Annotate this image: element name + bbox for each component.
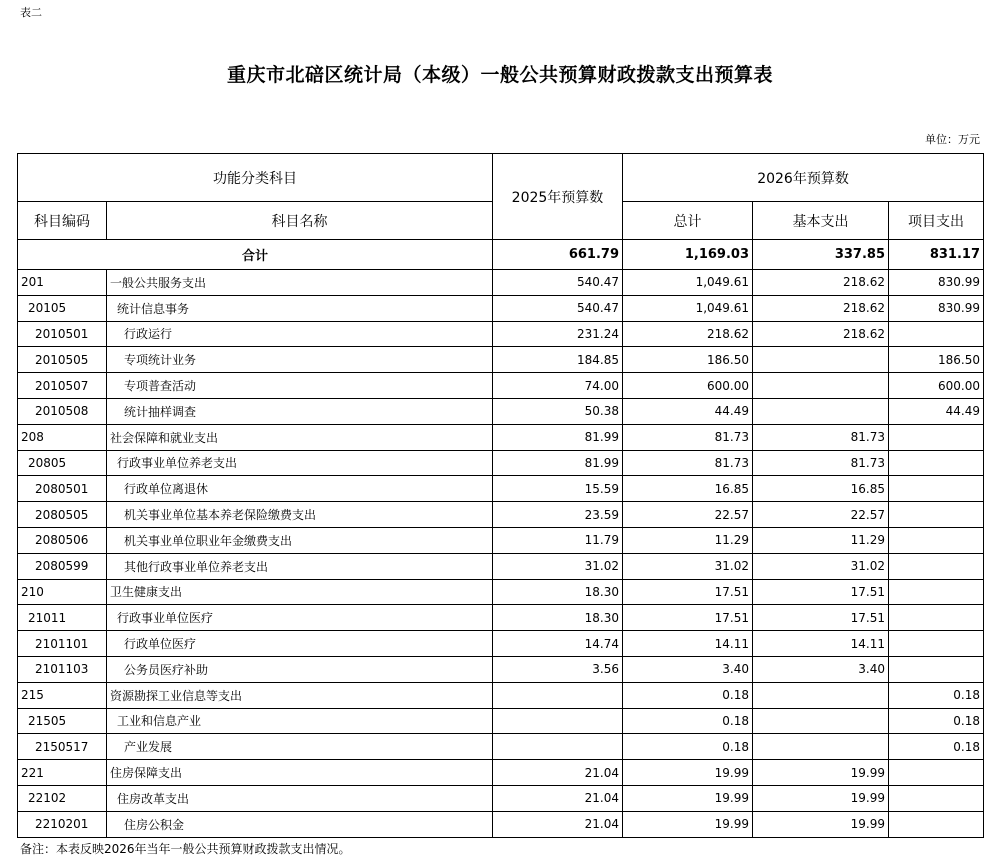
cell-b2025: 18.30 [493, 605, 623, 631]
header-project: 项目支出 [889, 202, 984, 240]
cell-b2025 [493, 682, 623, 708]
header-code: 科目编码 [18, 202, 107, 240]
cell-code: 2080501 [18, 476, 107, 502]
cell-name: 住房改革支出 [107, 785, 493, 811]
cell-basic: 17.51 [753, 579, 889, 605]
cell-total: 17.51 [623, 579, 753, 605]
cell-b2025: 23.59 [493, 502, 623, 528]
cell-code: 2101103 [18, 656, 107, 682]
table-row [18, 605, 984, 631]
cell-b2025: 74.00 [493, 373, 623, 399]
table-row [18, 347, 984, 373]
cell-name: 行政事业单位养老支出 [107, 450, 493, 476]
cell-total: 1,049.61 [623, 270, 753, 296]
cell-project: 600.00 [889, 373, 984, 399]
cell-basic: 19.99 [753, 811, 889, 837]
cell-code: 221 [18, 760, 107, 786]
table-row [18, 527, 984, 553]
total-row [18, 240, 984, 270]
cell-project [889, 579, 984, 605]
cell-basic: 218.62 [753, 295, 889, 321]
table-row [18, 295, 984, 321]
cell-total: 16.85 [623, 476, 753, 502]
cell-basic: 218.62 [753, 270, 889, 296]
cell-basic: 22.57 [753, 502, 889, 528]
cell-total: 31.02 [623, 553, 753, 579]
cell-name: 工业和信息产业 [107, 708, 493, 734]
cell-b2025: 3.56 [493, 656, 623, 682]
cell-basic: 3.40 [753, 656, 889, 682]
cell-project [889, 605, 984, 631]
total-b2025: 661.79 [493, 240, 623, 270]
cell-project [889, 553, 984, 579]
cell-project [889, 631, 984, 657]
cell-total: 81.73 [623, 450, 753, 476]
cell-project: 830.99 [889, 295, 984, 321]
cell-b2025: 11.79 [493, 527, 623, 553]
cell-b2025: 50.38 [493, 398, 623, 424]
cell-project: 830.99 [889, 270, 984, 296]
cell-total: 186.50 [623, 347, 753, 373]
cell-code: 2010501 [18, 321, 107, 347]
cell-total: 0.18 [623, 682, 753, 708]
cell-name: 统计信息事务 [107, 295, 493, 321]
cell-b2025: 540.47 [493, 270, 623, 296]
cell-total: 22.57 [623, 502, 753, 528]
table-row [18, 321, 984, 347]
cell-code: 2150517 [18, 734, 107, 760]
cell-total: 81.73 [623, 424, 753, 450]
cell-code: 20105 [18, 295, 107, 321]
cell-project [889, 321, 984, 347]
cell-name: 资源勘探工业信息等支出 [107, 682, 493, 708]
header-budget-2025: 2025年预算数 [493, 154, 623, 240]
cell-basic: 11.29 [753, 527, 889, 553]
table-row [18, 476, 984, 502]
cell-code: 208 [18, 424, 107, 450]
cell-name: 卫生健康支出 [107, 579, 493, 605]
cell-name: 机关事业单位职业年金缴费支出 [107, 527, 493, 553]
unit-label: 单位：万元 [925, 133, 980, 146]
cell-code: 2080505 [18, 502, 107, 528]
cell-name: 住房公积金 [107, 811, 493, 837]
cell-basic: 19.99 [753, 760, 889, 786]
cell-name: 社会保障和就业支出 [107, 424, 493, 450]
cell-basic [753, 708, 889, 734]
cell-name: 住房保障支出 [107, 760, 493, 786]
cell-basic: 19.99 [753, 785, 889, 811]
cell-total: 19.99 [623, 785, 753, 811]
cell-project [889, 760, 984, 786]
cell-project: 0.18 [889, 708, 984, 734]
cell-b2025: 21.04 [493, 811, 623, 837]
budget-table [17, 153, 984, 838]
total-label: 合计 [18, 240, 493, 270]
cell-total: 600.00 [623, 373, 753, 399]
cell-name: 行政事业单位医疗 [107, 605, 493, 631]
cell-name: 行政运行 [107, 321, 493, 347]
cell-code: 215 [18, 682, 107, 708]
cell-basic: 16.85 [753, 476, 889, 502]
cell-project [889, 527, 984, 553]
table-row [18, 424, 984, 450]
table-row [18, 656, 984, 682]
cell-project: 44.49 [889, 398, 984, 424]
cell-total: 218.62 [623, 321, 753, 347]
cell-total: 44.49 [623, 398, 753, 424]
cell-code: 201 [18, 270, 107, 296]
cell-name: 机关事业单位基本养老保险缴费支出 [107, 502, 493, 528]
cell-basic: 17.51 [753, 605, 889, 631]
table-row [18, 450, 984, 476]
cell-code: 2080599 [18, 553, 107, 579]
cell-b2025: 21.04 [493, 785, 623, 811]
cell-b2025: 81.99 [493, 450, 623, 476]
header-name: 科目名称 [107, 202, 493, 240]
table-row [18, 708, 984, 734]
table-row [18, 579, 984, 605]
cell-b2025: 21.04 [493, 760, 623, 786]
cell-project [889, 785, 984, 811]
header-budget-2026: 2026年预算数 [623, 154, 984, 202]
cell-code: 20805 [18, 450, 107, 476]
cell-project: 0.18 [889, 682, 984, 708]
cell-basic: 81.73 [753, 424, 889, 450]
cell-b2025 [493, 708, 623, 734]
cell-b2025: 540.47 [493, 295, 623, 321]
cell-name: 行政单位医疗 [107, 631, 493, 657]
cell-project [889, 502, 984, 528]
table-row [18, 682, 984, 708]
cell-b2025: 18.30 [493, 579, 623, 605]
page-title: 重庆市北碚区统计局（本级）一般公共预算财政拨款支出预算表 [226, 64, 773, 86]
cell-code: 21505 [18, 708, 107, 734]
footnote: 备注：本表反映2026年当年一般公共预算财政拨款支出情况。 [20, 842, 351, 856]
cell-code: 2010507 [18, 373, 107, 399]
cell-total: 3.40 [623, 656, 753, 682]
table-row [18, 373, 984, 399]
cell-name: 其他行政事业单位养老支出 [107, 553, 493, 579]
total-basic: 337.85 [753, 240, 889, 270]
cell-project [889, 450, 984, 476]
cell-project: 186.50 [889, 347, 984, 373]
cell-code: 210 [18, 579, 107, 605]
cell-project: 0.18 [889, 734, 984, 760]
cell-total: 0.18 [623, 734, 753, 760]
cell-basic: 218.62 [753, 321, 889, 347]
table-row [18, 811, 984, 837]
cell-total: 17.51 [623, 605, 753, 631]
cell-total: 19.99 [623, 811, 753, 837]
header-total: 总计 [623, 202, 753, 240]
cell-project [889, 424, 984, 450]
cell-basic [753, 347, 889, 373]
table-row [18, 502, 984, 528]
cell-name: 一般公共服务支出 [107, 270, 493, 296]
cell-total: 14.11 [623, 631, 753, 657]
table-row [18, 734, 984, 760]
header-func-class: 功能分类科目 [18, 154, 493, 202]
cell-b2025: 15.59 [493, 476, 623, 502]
cell-code: 21011 [18, 605, 107, 631]
cell-basic [753, 734, 889, 760]
cell-name: 产业发展 [107, 734, 493, 760]
table-row [18, 631, 984, 657]
cell-basic [753, 682, 889, 708]
cell-project [889, 656, 984, 682]
total-total: 1,169.03 [623, 240, 753, 270]
cell-basic [753, 373, 889, 399]
cell-total: 0.18 [623, 708, 753, 734]
cell-name: 专项普查活动 [107, 373, 493, 399]
table-tag: 表二 [20, 6, 42, 19]
cell-b2025: 31.02 [493, 553, 623, 579]
cell-b2025: 184.85 [493, 347, 623, 373]
cell-code: 2010505 [18, 347, 107, 373]
table-row [18, 760, 984, 786]
cell-project [889, 811, 984, 837]
cell-basic [753, 398, 889, 424]
header-basic: 基本支出 [753, 202, 889, 240]
table-row [18, 553, 984, 579]
cell-name: 专项统计业务 [107, 347, 493, 373]
cell-name: 统计抽样调查 [107, 398, 493, 424]
total-project: 831.17 [889, 240, 984, 270]
cell-project [889, 476, 984, 502]
cell-b2025 [493, 734, 623, 760]
cell-basic: 31.02 [753, 553, 889, 579]
table-row [18, 398, 984, 424]
cell-code: 22102 [18, 785, 107, 811]
cell-b2025: 14.74 [493, 631, 623, 657]
cell-basic: 81.73 [753, 450, 889, 476]
table-row [18, 270, 984, 296]
cell-code: 2101101 [18, 631, 107, 657]
cell-total: 1,049.61 [623, 295, 753, 321]
cell-name: 行政单位离退休 [107, 476, 493, 502]
cell-b2025: 231.24 [493, 321, 623, 347]
cell-code: 2010508 [18, 398, 107, 424]
cell-name: 公务员医疗补助 [107, 656, 493, 682]
cell-total: 19.99 [623, 760, 753, 786]
cell-total: 11.29 [623, 527, 753, 553]
table-row [18, 785, 984, 811]
cell-code: 2210201 [18, 811, 107, 837]
cell-b2025: 81.99 [493, 424, 623, 450]
cell-basic: 14.11 [753, 631, 889, 657]
cell-code: 2080506 [18, 527, 107, 553]
